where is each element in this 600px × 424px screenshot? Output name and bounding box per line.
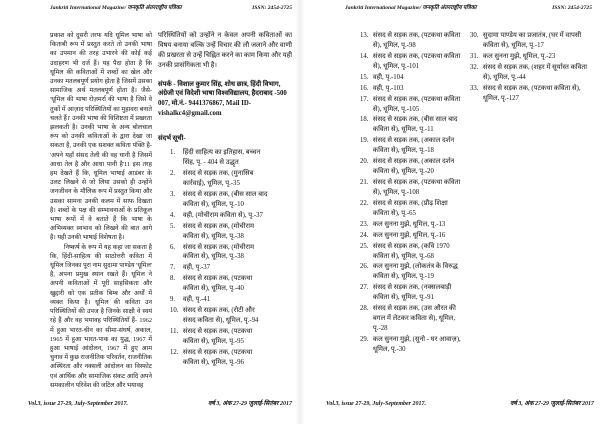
reference-text: संसद से सड़क तक, (पटकथा कविता से), धूमिल, पृ.-108 <box>372 179 461 196</box>
reference-number: 33. <box>470 84 479 92</box>
volume-info-english: Vol.3, issue 27-29, July-September 2017. <box>326 401 426 407</box>
reference-item <box>360 242 462 262</box>
references-heading: संदर्भ सूची- <box>158 135 186 143</box>
closing-paragraph: परिस्थितियों को उन्होंने न केवल अपनी कविताओं का विषय बनाया बल्कि उन्हें विचार की लौ जलाने और वाणी की प्रखरता से उन्हें चिह्नित करने का काम किया और यही उनकी प्रासंगिकता भी है। <box>158 32 292 69</box>
reference-text: संसद से सड़क तक, (पटकथा कविता से), धूमिल, पृ.-98 <box>372 32 461 49</box>
reference-number: 30. <box>470 32 479 39</box>
reference-item <box>170 243 268 263</box>
reference-text: संसद से सड़क तक, (पटकथा कविता से), धूमिल, पृ.-96 <box>182 348 253 366</box>
reference-text: कल सुनना मुझे, धूमिल, पृ.-23 <box>482 52 556 60</box>
reference-text: संसद से सड़क तक, (पटकथा कविता से), धूमिल, पृ.-101 <box>372 52 461 70</box>
reference-number: 25. <box>360 242 369 250</box>
reference-number: 16. <box>360 84 369 92</box>
reference-number: 29. <box>360 335 369 343</box>
contact-label: संपर्क - <box>158 80 178 88</box>
reference-item <box>170 274 268 294</box>
reference-item <box>360 95 462 115</box>
reference-text: संसद से सड़क तक, (बीस साल बाद कविता से), धूमिल, पृ.-11 <box>372 116 458 134</box>
reference-text: वही, (मोचीराम कविता से), पृ.-37 <box>182 211 263 219</box>
reference-number: 32. <box>470 63 479 71</box>
reference-number: 21. <box>360 179 369 187</box>
reference-number: 14. <box>360 52 369 60</box>
reference-number: 17. <box>360 95 369 103</box>
article-end-column <box>158 31 292 393</box>
magazine-title: Jankriti International Magazine/ जनकृति अंतरराष्ट्रीय पत्रिका <box>345 5 477 11</box>
references-list <box>470 31 592 104</box>
reference-number: 11. <box>170 327 179 335</box>
reference-text: संसद से सड़क तक, (शहर में सूर्यास्त कविता से), धूमिल, पृ.-44 <box>482 63 587 81</box>
references-column-1 <box>360 31 462 395</box>
reference-number: 9. <box>170 296 176 304</box>
reference-item <box>170 263 268 273</box>
reference-text: वही, पृ.-104 <box>372 73 404 81</box>
reference-item <box>170 169 268 189</box>
reference-text: संसद से सड़क तक, (अकाल दर्शन कविता से), धूमिल, पृ.-20 <box>372 158 455 176</box>
reference-item <box>170 306 268 326</box>
reference-number: 15. <box>360 73 369 81</box>
reference-text: संसद से सड़क तक, (नक्सलबाड़ी कविता से), धूमिल, पृ.-91 <box>372 284 452 302</box>
reference-text: संसद से सड़क तक, (पटकथा कविता से), धूमिल, पृ.-105 <box>372 95 461 113</box>
reference-number: 22. <box>360 199 369 207</box>
reference-item <box>170 348 268 368</box>
author-contact <box>158 80 292 120</box>
reference-text: वही, पृ.-103 <box>372 84 404 92</box>
issn-number: ISSN: 2454-2725 <box>252 5 292 11</box>
body-paragraph: प्रकाश को दूसरी तरफ यदि धूमिल भाषा को किताबी रूप में प्रस्तुत करते तो उनकी भाषा का उपमान की तरह उभारने की कोई कई उदाहरण भी दर्ज हैं। यह पैदा होता है कि धूमिल की कविताओं में शब्दों का खेल और उनका मतलबपूर्ण प्रयोग होता है जिसमें उसका सामाजिक अर्थ मतलबपूर्ण होता है। जैसे- 'धूमिल की भाषा रोज़मर्रा की भाषा है जिसे वे तुकों में आज़ाद परिस्थितियों का मुहावरा बनाते चलते हैं।' उनकी भाषा की विशिष्टता में प्रखरता झलकती है। उनकी भाषा के अन्य बोलचाल रूप को उनकी कविताओं के द्वारा देखा जा सकता है, उनकी एक सशक्त कविता पंक्ति है- 'अपने यहाँ संसद तेली की वह घानी है जिसमें आधा तेल है और आधा पानी है'11 इस तरह हम देखते हैं कि, धूमिल भाषाई आडंबर के उलट लिखने से जो लिया उसको ही उन्होंने जनजीवन के मौलिक रूप में प्रस्तुत किया और उसका सामना उनकी कलम में साफ दिखता है। शब्दों के पक्ष की सम्भावनाओं के प्रतिकूल भाषा रूपों में वे बताते हैं कि भाषा के अभिव्यक्त स्वभाव को लिखने की बात आगे है। यही उनकी भाषाई विशेषता है। <box>50 32 152 242</box>
reference-number: 12. <box>170 348 179 356</box>
volume-info-english: Vol.3, issue 27-29, July-September 2017. <box>28 401 128 407</box>
volume-info-hindi: वर्ष 3, अंक 27-29 जुलाई-सितंबर 2017 <box>510 401 594 407</box>
reference-item <box>470 31 592 51</box>
reference-item <box>170 190 268 210</box>
reference-text: संसद से सड़क तक, (पटकथा कविता से), धूमिल, पृ.-127 <box>482 84 581 102</box>
reference-number: 8. <box>170 275 176 283</box>
reference-number: 24. <box>360 231 369 239</box>
magazine-title: Jankriti International Magazine/ जनकृति अंतरराष्ट्रीय पत्रिका <box>50 5 182 11</box>
reference-number: 28. <box>360 305 369 313</box>
reference-number: 1. <box>170 149 176 157</box>
reference-text: कल सुनना मुझे, (लोकतंत्र के विरुद्ध कविता से), धूमिल, पृ.-19 <box>372 263 458 281</box>
reference-item <box>360 304 462 334</box>
reference-text: संसद से सड़क तक, (उस औरत की बगल में लेटकर कविता से), धूमिल, पृ.-28 <box>372 305 456 333</box>
page-fold <box>295 0 305 424</box>
reference-text: संसद से सड़क तक, (मोचीराम कविता से), धूमिल, पृ.-38 <box>182 243 255 261</box>
reference-item <box>170 327 268 347</box>
reference-number: 7. <box>170 264 176 272</box>
volume-info-hindi: वर्ष 3, अंक 27-29 जुलाई-सितंबर 2017 <box>208 401 292 407</box>
reference-text: संसद से सड़क तक, (बीस साल बाद कविता से), धूमिल, पृ.-10 <box>182 190 268 208</box>
right-page <box>300 0 600 424</box>
reference-text: संसद से सड़क तक, (मुनासिब कार्रवाई), धूमिल, पृ.-35 <box>182 170 254 187</box>
reference-number: 2. <box>170 170 176 178</box>
body-paragraph: निष्कर्ष के रूप में यह कहा जा सकता है कि, हिंदी-साहित्य की साठोत्तरी कविता में धूमिल जिनका पूरा नाम सुदामा पाण्डेय 'धूमिल' है, अपना प्रमुख स्थान रखते हैं। धूमिल ने अपनी कविताओं में पूरी साहसिकता और खुद्दारी को एक प्रतीक बिम्ब और अर्थों में व्यक्त किया है। धूमिल की कविता उन परिस्थितियों की उपज है जिनके साक्षी वे स्वयं रहे हैं और वह भयावह परिस्थितियाँ हैं- 1962 में हुआ भारत-चीन का सीमा-संघर्ष, अकाल, 1965 में हुआ भारत-पाक का युद्ध, 1967 में हुआ भाषाई आंदोलन, 1967 में हुए आम चुनाव में कुछ राजनीतिक परिवर्तन, राजनीतिक अस्थिरता और नक्सली आंदोलन का विस्फोट एवं आर्थिक और सामाजिक संकट आदि अपने समकालीन परिवेश की जटिल और भयावह <box>50 243 152 389</box>
reference-item <box>170 211 268 221</box>
reference-item <box>360 335 462 355</box>
reference-text: वही, पृ.-37 <box>182 264 211 272</box>
reference-item <box>360 199 462 219</box>
reference-item <box>360 136 462 156</box>
reference-item <box>360 157 462 177</box>
reference-text: कल सुनना मुझे, धूमिल, पृ.-13 <box>372 220 446 228</box>
reference-item <box>170 222 268 242</box>
reference-text: संसद से सड़क तक, (पटकथा कविता से), धूमिल, पृ.-95 <box>182 327 253 345</box>
reference-text: संसद से सड़क तक, (अकाल दर्शन कविता से), धूमिल, पृ.-18 <box>372 137 455 155</box>
reference-number: 31. <box>470 52 479 60</box>
reference-text: कल सुनना मुझे, धूमिल, पृ.-16 <box>372 231 446 239</box>
reference-number: 10. <box>170 307 179 315</box>
contact-details: विशाल कुमार सिंह, शोध छात्र, हिंदी विभाग, अंग्रेजी एवं विदेशी भाषा विश्वविद्यालय, हैदराबाद -500 007, मो.नं.- 9441376867, Mail ID- <box>158 80 287 108</box>
reference-number: 5. <box>170 222 176 230</box>
reference-item <box>170 148 268 168</box>
reference-text: संसद से सड़क तक, (पटकथा कविता से), धूमिल, पृ.-40 <box>182 275 253 293</box>
reference-item <box>470 52 592 62</box>
reference-item <box>360 73 462 83</box>
article-body-column <box>50 31 152 393</box>
reference-text: संसद से सड़क तक, (मोचीराम कविता से), धूमिल, पृ.-38 <box>182 222 255 240</box>
reference-number: 13. <box>360 32 369 39</box>
reference-text: संसद से सड़क तक, (प्रौढ़ शिक्षा कविता से), पृ.-65 <box>372 199 448 217</box>
reference-text: सुदामा पाण्डेय का प्रजातंत्र, (घर में वापसी कविता से), धूमिल, पृ.-17 <box>482 32 582 49</box>
reference-number: 3. <box>170 190 176 198</box>
reference-text: कल सुनना मुझे, (सुनो - घर आवाज़), धूमिल, पृ.-30 <box>372 335 461 353</box>
reference-item <box>470 63 592 83</box>
reference-text: हिंदी साहित्य का इतिहास, बच्चन सिंह, पृ. - 404 से उद्धृत <box>182 149 261 167</box>
reference-item <box>360 115 462 135</box>
reference-number: 23. <box>360 220 369 228</box>
reference-item <box>360 231 462 241</box>
reference-number: 6. <box>170 243 176 251</box>
reference-text: संसद से सड़क तक, (रोटी और संसद कविता से), धूमिल, पृ.-94 <box>182 307 259 325</box>
reference-number: 27. <box>360 284 369 292</box>
reference-item <box>470 84 592 104</box>
references-column-2 <box>470 31 592 395</box>
reference-item <box>170 295 268 305</box>
reference-item <box>360 84 462 94</box>
reference-number: 18. <box>360 116 369 124</box>
reference-number: 20. <box>360 158 369 166</box>
contact-email: vishalkc4@gmail.com <box>158 110 222 118</box>
reference-item <box>360 31 462 51</box>
issn-number: ISSN: 2454-2725 <box>552 5 592 11</box>
reference-item <box>360 52 462 72</box>
reference-item <box>360 262 462 282</box>
references-list <box>360 31 462 355</box>
references-list <box>158 148 292 368</box>
reference-item <box>360 178 462 198</box>
reference-number: 4. <box>170 211 176 219</box>
reference-number: 19. <box>360 137 369 145</box>
reference-item <box>360 283 462 303</box>
reference-number: 26. <box>360 263 369 271</box>
reference-text: वही, पृ.-41 <box>182 296 211 304</box>
reference-text: संसद से सड़क तक, (कवि 1970 कविता से), धूमिल, पृ.-68 <box>372 242 450 260</box>
reference-item <box>360 220 462 230</box>
